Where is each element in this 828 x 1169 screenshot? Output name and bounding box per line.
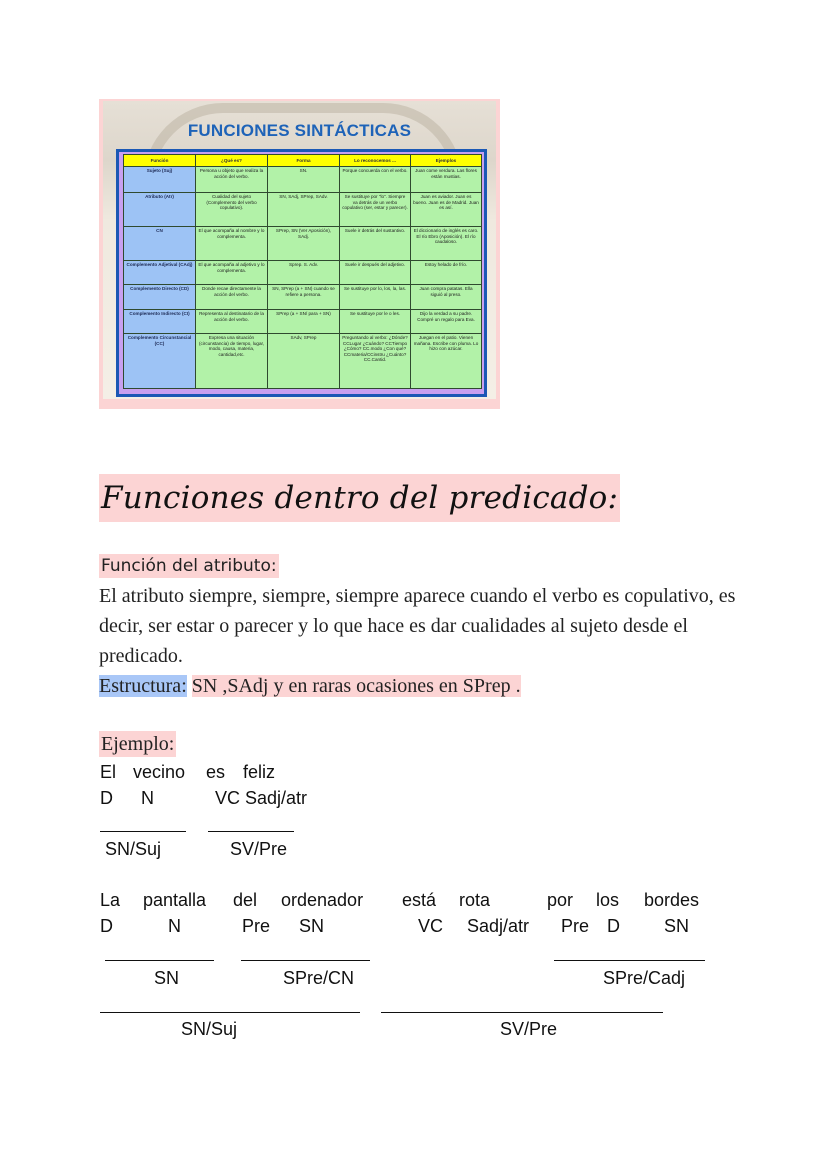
- cell-reconocemos: Se sustituye por lo, los, la, las.: [340, 285, 411, 310]
- cell-ejemplos: El diccionario de inglés es caro. El río Ebro (Aposición). El río caudaloso.: [411, 227, 482, 261]
- cell-reconocemos: Preguntando al verbo: ¿Dónde? CCLugar ¿Cuándo? CCTiempo ¿Cómo? CC.modo ¿Con qué? CCmateria/CCinstru ¿Cuánto? CC.Cantid.: [340, 334, 411, 389]
- table-frame: [116, 149, 487, 397]
- cell-que-es: El que acompaña al nombre y lo complementa.: [196, 227, 268, 261]
- image-background: [103, 101, 496, 399]
- word: es: [206, 762, 226, 782]
- cell-forma: Sprep. S. Adv.: [268, 261, 340, 285]
- cell-que-es: Donde recae directamente la acción del verbo.: [196, 285, 268, 310]
- header-que-es: ¿Qué es?: [196, 155, 268, 167]
- cell-reconocemos: Se sustituye por "lo". Siempre va detrás de un verbo copulativo (ser, estar y parecer).: [340, 193, 411, 227]
- cell-funcion: Sujeto (Suj): [124, 167, 196, 193]
- cell-forma: SPrep, SN (Ver Aposición), SAdj.: [268, 227, 340, 261]
- cell-forma: SN, SPrep (a + SN) cuando se refiere a persona.: [268, 285, 340, 310]
- cell-ejemplos: Juan es aviador. Juan es bueno. Juan es de Madrid. Juan es así.: [411, 193, 482, 227]
- cell-forma: SAdv, SPrep: [268, 334, 340, 389]
- cell-reconocemos: Porque concuerda con el verbo.: [340, 167, 411, 193]
- cell-funcion: Complemento Directo (CD): [124, 285, 196, 310]
- tag: D: [100, 916, 113, 936]
- cell-funcion: Atributo (Atr): [124, 193, 196, 227]
- header-reconocemos: Lo reconocemos ...: [340, 155, 411, 167]
- estructura-value: SN ,SAdj y en raras ocasiones en SPrep .: [191, 675, 521, 697]
- word: por: [547, 890, 574, 910]
- table-header-row: [124, 155, 482, 167]
- group-label: SV/Pre: [230, 839, 288, 859]
- tag: D: [607, 916, 620, 936]
- header-funcion: Función: [124, 155, 196, 167]
- word: rota: [459, 890, 491, 910]
- underline-rule: [381, 1012, 663, 1013]
- cell-ejemplos: Dijo la verdad a su padre. Compré un regalo para Eva.: [411, 310, 482, 334]
- header-forma: Forma: [268, 155, 340, 167]
- word: los: [596, 890, 620, 910]
- group-label: SPre/Cadj: [603, 968, 686, 988]
- group-label: SN/Suj: [105, 839, 162, 859]
- word: pantalla: [143, 890, 207, 910]
- cell-forma: SPrep (a + SN/ para + SN): [268, 310, 340, 334]
- group-label: SN/Suj: [181, 1019, 238, 1039]
- cell-funcion: Complemento Adjetival (CAdj): [124, 261, 196, 285]
- underline-rule: [105, 960, 214, 961]
- cell-reconocemos: Se sustituye por le o les.: [340, 310, 411, 334]
- table-row: [124, 167, 482, 193]
- estructura-label: Estructura:: [99, 675, 187, 697]
- table-row: [124, 193, 482, 227]
- word: bordes: [644, 890, 700, 910]
- estructura-line: [99, 673, 521, 699]
- underline-rule: [241, 960, 370, 961]
- syntactic-functions-image: [99, 99, 500, 409]
- underline-rule: [554, 960, 705, 961]
- tag: N: [168, 916, 181, 936]
- cell-ejemplos: Juan compra patatas. Ella siguió al preso.: [411, 285, 482, 310]
- tag: SN: [664, 916, 690, 936]
- ejemplo-label: Ejemplo:: [101, 733, 175, 755]
- cell-que-es: Persona u objeto que realiza la acción del verbo.: [196, 167, 268, 193]
- cell-que-es: Cualidad del sujeto (Complemento del verbo copulativo).: [196, 193, 268, 227]
- word: está: [402, 890, 437, 910]
- tag: Pre: [561, 916, 590, 936]
- group-label: SN: [154, 968, 180, 988]
- cell-funcion: Complemento Indirecto (CI): [124, 310, 196, 334]
- word: feliz: [243, 762, 276, 782]
- underline-rule: [100, 1012, 360, 1013]
- image-title: FUNCIONES SINTÁCTICAS: [187, 121, 412, 140]
- word: ordenador: [281, 890, 364, 910]
- cell-ejemplos: Juan come verdura. Las flores están mustias.: [411, 167, 482, 193]
- section-heading: Funciones dentro del predicado:: [99, 474, 620, 522]
- cell-reconocemos: Suele ir detrás del sustantivo.: [340, 227, 411, 261]
- tag: N: [141, 788, 154, 808]
- table-row: [124, 334, 482, 389]
- cell-ejemplos: Juegan en el patio. Vienen mañana. Escribe con pluma. Lo hizo con azúcar.: [411, 334, 482, 389]
- cell-ejemplos: Estoy helado de frío.: [411, 261, 482, 285]
- cell-forma: SN.: [268, 167, 340, 193]
- group-label: SV/Pre: [500, 1019, 558, 1039]
- word: del: [233, 890, 258, 910]
- table-row: [124, 261, 482, 285]
- cell-forma: SN, SAdj, SPrep, SAdv.: [268, 193, 340, 227]
- functions-table: [123, 154, 482, 389]
- word: El: [100, 762, 117, 782]
- word: vecino: [133, 762, 186, 782]
- cell-que-es: Expresa una situación (circunstancia) de tiempo, lugar, modo, causa, materia, cantidad,etc.: [196, 334, 268, 389]
- tag: D: [100, 788, 113, 808]
- tag: Sadj/atr: [467, 916, 530, 936]
- cell-reconocemos: Suele ir después del adjetivo.: [340, 261, 411, 285]
- underline-rule: [208, 831, 294, 832]
- header-ejemplos: Ejemplos: [411, 155, 482, 167]
- cell-funcion: Complemento Circunstancial (CC): [124, 334, 196, 389]
- table-row: [124, 310, 482, 334]
- cell-que-es: Representa al destinatario de la acción del verbo.: [196, 310, 268, 334]
- word: La: [100, 890, 121, 910]
- subsection-heading: Función del atributo:: [101, 556, 277, 576]
- tag: SN: [299, 916, 325, 936]
- tag: Pre: [242, 916, 271, 936]
- table-row: [124, 227, 482, 261]
- cell-que-es: El que acompaña al adjetivo y lo complementa.: [196, 261, 268, 285]
- cell-funcion: CN: [124, 227, 196, 261]
- tag: VC: [418, 916, 444, 936]
- tag: VC Sadj/atr: [215, 788, 308, 808]
- table-row: [124, 285, 482, 310]
- group-label: SPre/CN: [283, 968, 355, 988]
- underline-rule: [100, 831, 186, 832]
- atributo-description: El atributo siempre, siempre, siempre aparece cuando el verbo es copulativo, es decir, ser estar o parecer y lo que hace es dar cualidades al sujeto desde el predicado.: [99, 585, 736, 667]
